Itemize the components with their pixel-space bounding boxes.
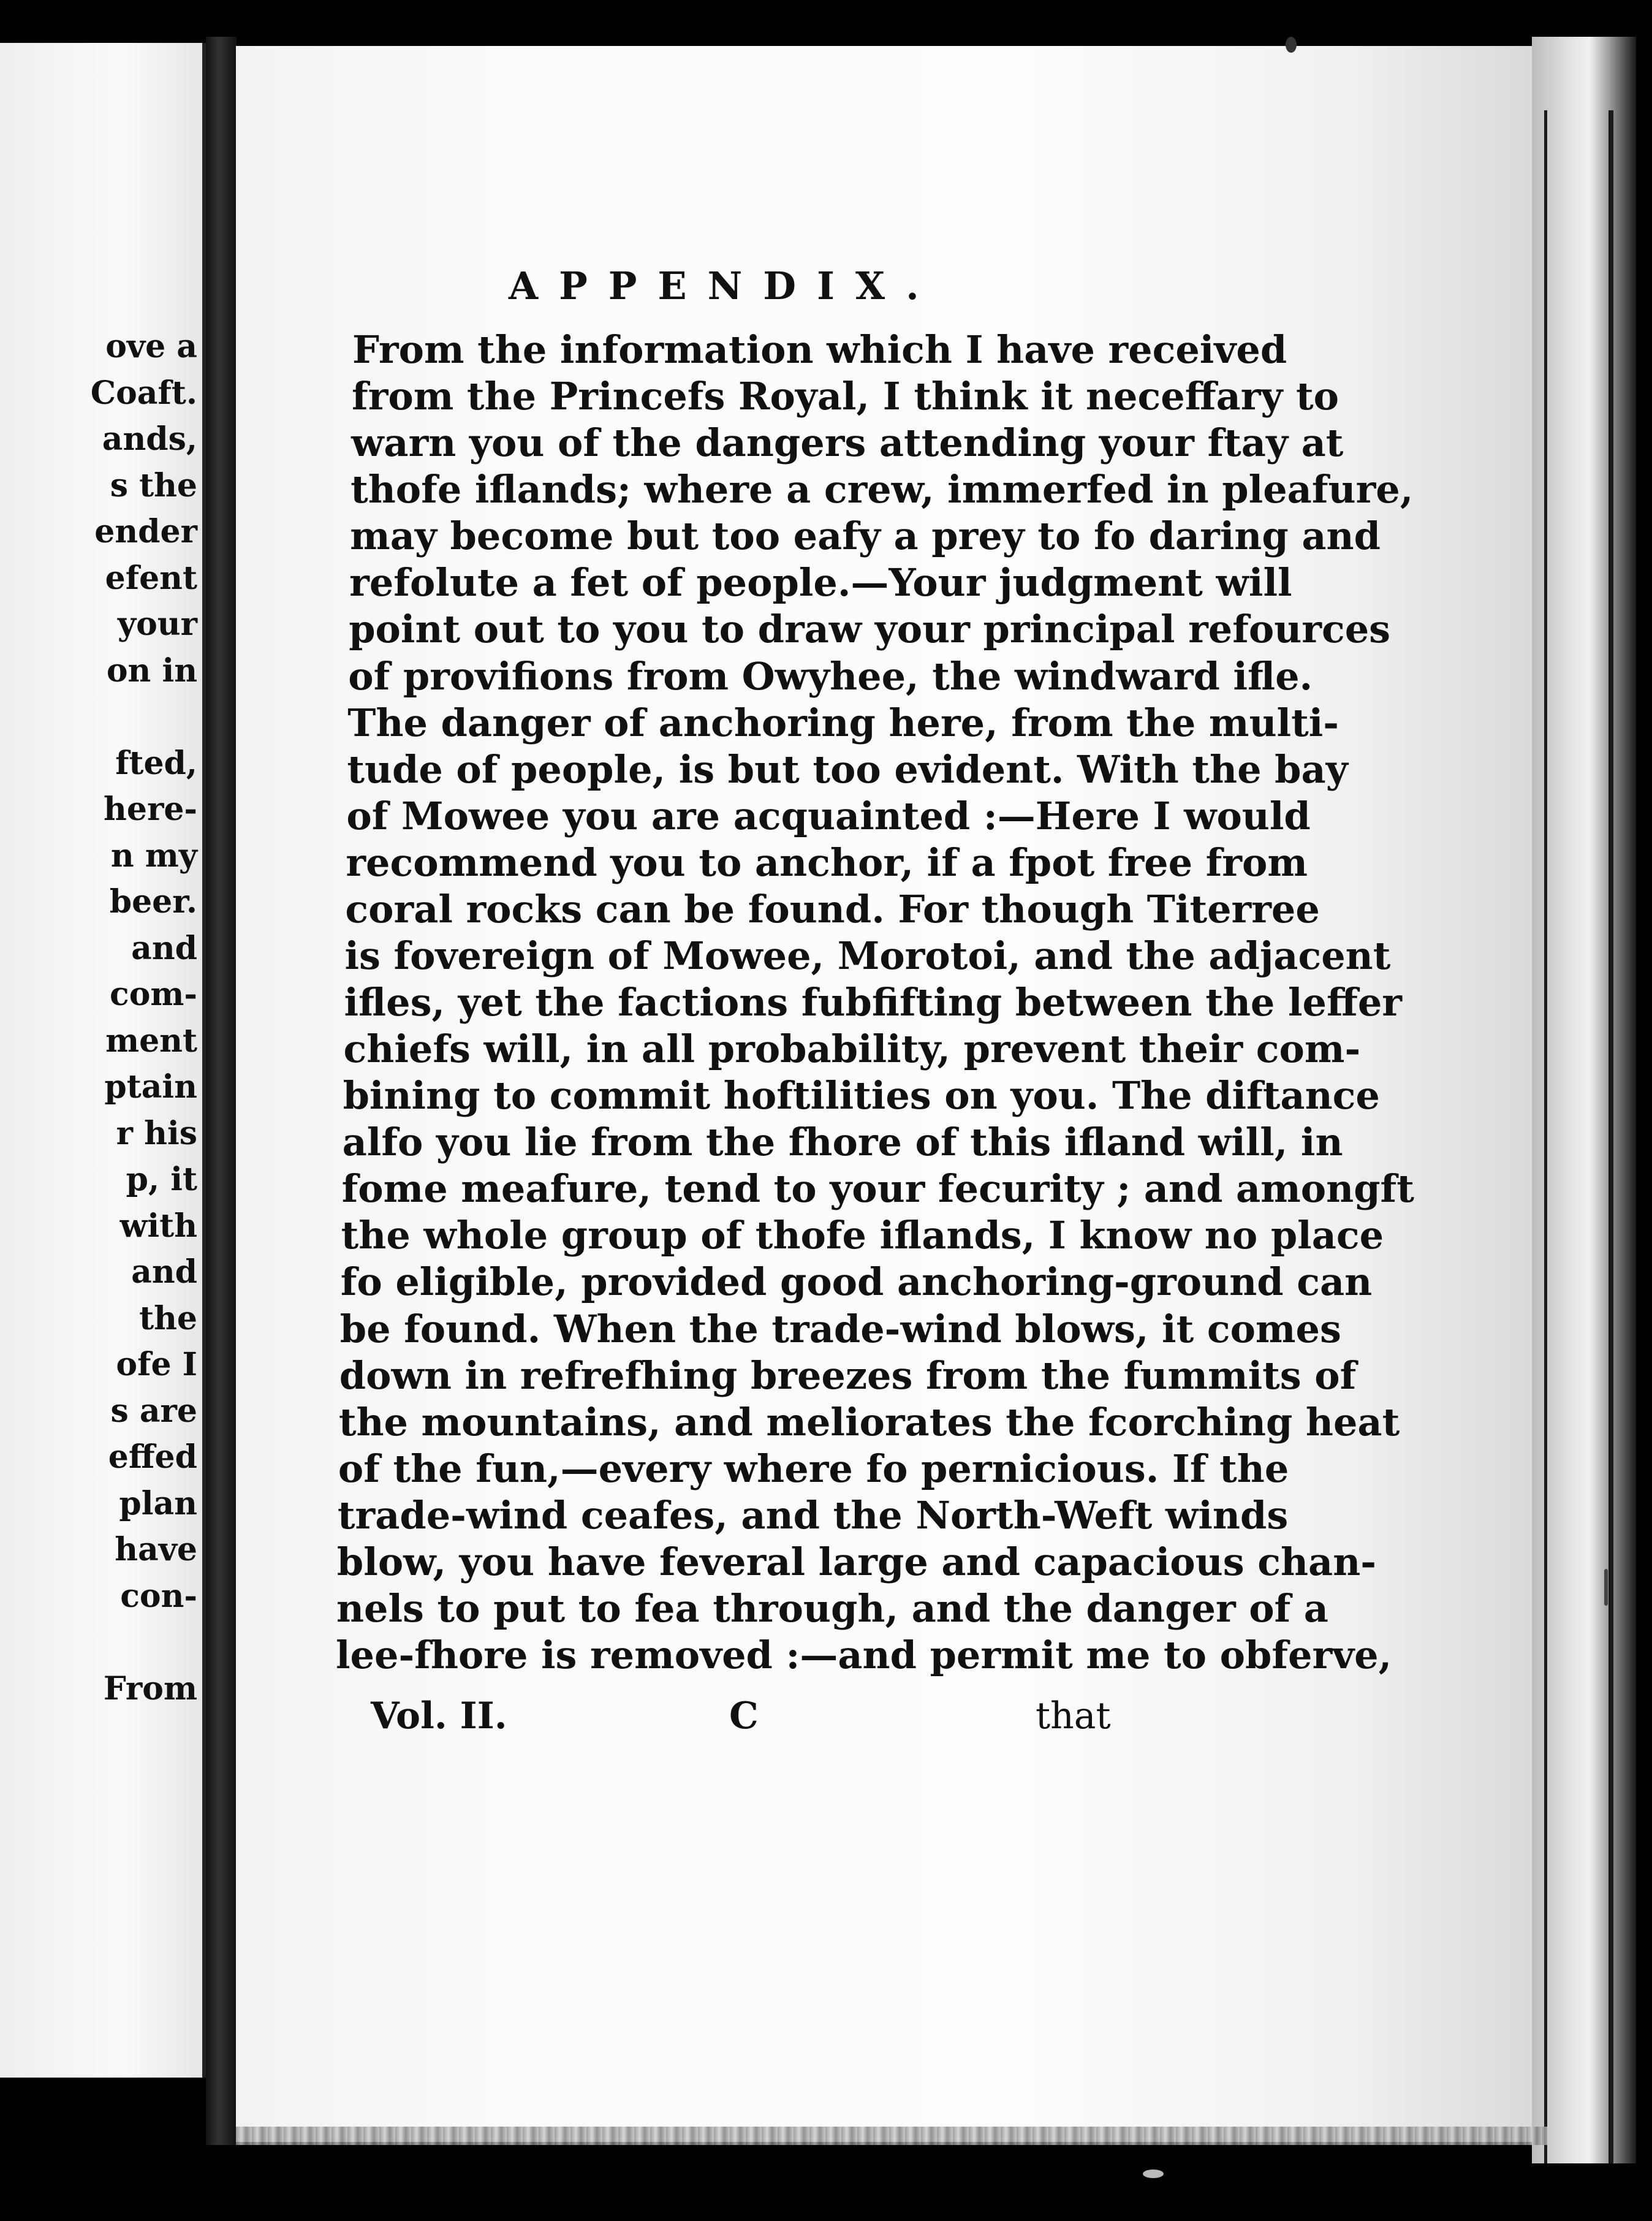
left-page-line: con- <box>120 1577 197 1615</box>
body-line: ifles, yet the factions fubfifting between the leffer <box>344 980 1402 1025</box>
body-line: bining to commit hoftilities on you. The diftance <box>343 1073 1380 1118</box>
body-line: fo eligible, provided good anchoring-ground can <box>340 1259 1373 1305</box>
body-line: tude of people, is but too evident. With the bay <box>347 746 1348 792</box>
body-line: From the information which I have received <box>352 327 1287 372</box>
footer-volume: Vol. II. <box>371 1695 507 1737</box>
body-line: coral rocks can be found. For though Titerree <box>345 886 1320 932</box>
body-line: trade-wind ceafes, and the North-Weft winds <box>337 1492 1289 1538</box>
body-line: down in refrefhing breezes from the fummits of <box>339 1353 1357 1398</box>
left-page-line: ender <box>94 513 197 550</box>
left-page-line: efent <box>105 559 197 597</box>
body-line: warn you of the dangers attending your ftay at <box>351 420 1344 466</box>
left-page-line: and <box>131 1253 197 1291</box>
body-line: from the Princefs Royal, I think it neceffary to <box>352 374 1339 419</box>
body-line: of the fun,—every where fo pernicious. If the <box>338 1446 1289 1491</box>
book-gutter <box>206 37 237 2145</box>
left-page-line: ptain <box>104 1068 197 1106</box>
left-page-line: ands, <box>102 420 197 458</box>
paper-speck <box>1143 2170 1164 2178</box>
page-edge <box>1532 37 1636 2163</box>
left-page-line: s the <box>110 466 197 504</box>
left-page-line: the <box>139 1299 197 1337</box>
body-line: be found. When the trade-wind blows, it comes <box>339 1306 1341 1351</box>
body-line: recommend you to anchor, if a fpot free from <box>346 840 1308 885</box>
body-line: thofe iflands; where a crew, immerfed in pleafure, <box>350 467 1414 512</box>
left-page-line: p, it <box>126 1161 197 1198</box>
body-line: of Mowee you are acquainted :—Here I would <box>346 793 1311 838</box>
left-page-line: ove a <box>105 328 197 365</box>
left-page-line: your <box>117 606 197 643</box>
left-page-line: here- <box>104 791 197 828</box>
body-line: the mountains, and meliorates the fcorching heat <box>338 1399 1400 1445</box>
left-page-line: fted, <box>115 744 197 782</box>
left-page-line: with <box>119 1207 197 1245</box>
left-page-line: ofe I <box>116 1346 197 1383</box>
body-line: nels to put to fea through, and the danger of a <box>336 1585 1328 1631</box>
page-edge-line <box>1608 110 1613 2163</box>
left-page-line: ment <box>105 1022 197 1060</box>
running-head: APPENDIX. <box>509 264 940 308</box>
body-line: lee-fhore is removed :—and permit me to obferve, <box>336 1633 1392 1677</box>
left-page-line: and <box>131 929 197 967</box>
left-page-line: have <box>115 1531 197 1568</box>
body-line: the whole group of thofe iflands, I know no place <box>341 1213 1384 1258</box>
left-page-line: effed <box>108 1438 197 1476</box>
left-page-line: n my <box>110 837 197 875</box>
footer-signature-mark: C <box>729 1695 759 1737</box>
body-line: The danger of anchoring here, from the multi- <box>347 700 1339 745</box>
left-page-line: com- <box>110 976 197 1013</box>
left-page-line: s are <box>110 1392 197 1430</box>
body-line: refolute a fet of people.—Your judgment will <box>349 560 1292 606</box>
left-page-line: plan <box>119 1484 197 1522</box>
footer-catchword: that <box>1036 1695 1111 1737</box>
paper-speck <box>1604 1569 1608 1606</box>
left-page-line: From <box>103 1669 197 1707</box>
body-line: may become but too eafy a prey to fo daring and <box>350 514 1381 559</box>
body-line: is fovereign of Mowee, Morotoi, and the adjacent <box>344 933 1391 978</box>
body-line: point out to you to draw your principal refources <box>349 607 1391 652</box>
body-line: alfo you lie from the fhore of this ifland will, in <box>342 1120 1343 1165</box>
left-page-line: Coaft. <box>90 374 197 412</box>
left-page-line: beer. <box>109 883 197 921</box>
left-page-line: on in <box>106 651 197 689</box>
body-line: chiefs will, in all probability, prevent their com- <box>343 1027 1361 1072</box>
left-page-fragment <box>0 43 206 2078</box>
page-edge-line <box>1544 110 1547 2163</box>
body-line: fome meafure, tend to your fecurity ; and amongft <box>341 1166 1414 1212</box>
page-bottom-edge <box>236 2127 1547 2145</box>
left-page-line: r his <box>116 1114 197 1152</box>
body-line: blow, you have feveral large and capacious chan- <box>336 1539 1377 1584</box>
body-line: of provifions from Owyhee, the windward ifle. <box>348 653 1313 699</box>
paper-speck <box>1286 37 1297 53</box>
